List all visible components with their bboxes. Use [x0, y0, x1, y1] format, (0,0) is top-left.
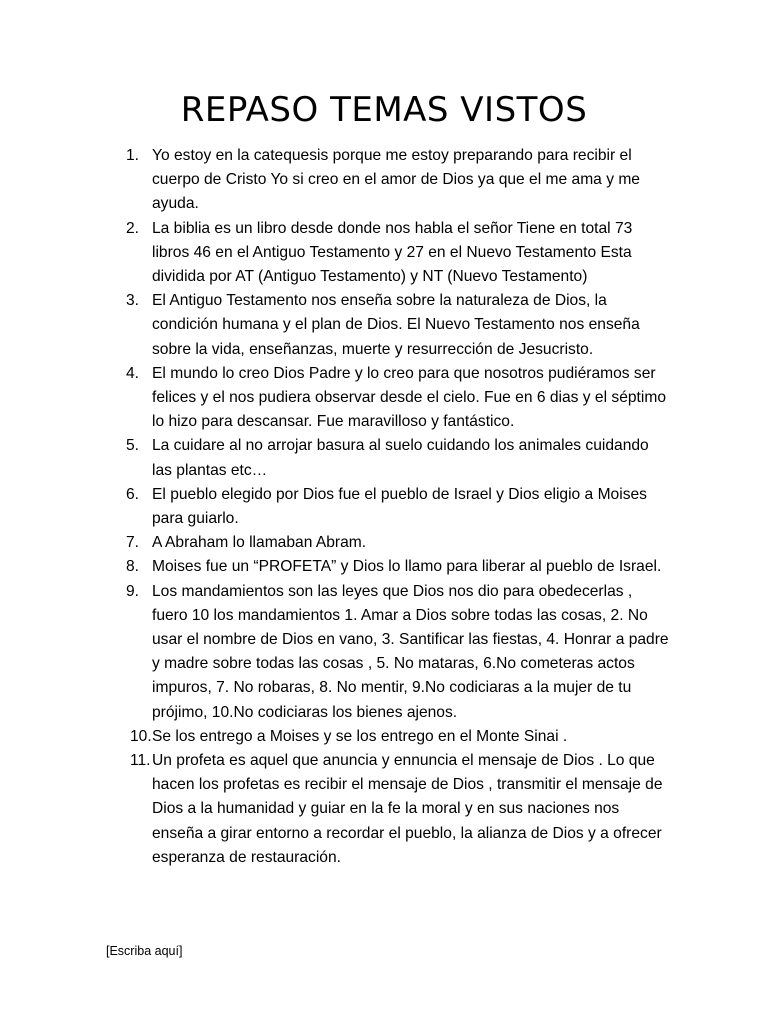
- list-item-number: 7.: [126, 534, 140, 552]
- list-item-number: 10.: [130, 727, 152, 745]
- list-item-number: 1.: [126, 147, 140, 164]
- footer-placeholder: [Escriba aquí]: [106, 944, 183, 958]
- list-item-text: Un profeta es aquel que anuncia y ennuncia el mensaje de Dios . Lo que hacen los profetas es recibir el mensaje de Dios , transmitir el mensaje de Dios a la humanidad y guiar en la fe la moral y en sus naciones nos enseña a girar entorno a recordar el pueblo, la alianza de Dios y a ofrecer esperanza de restauración.: [152, 752, 663, 866]
- list-item-text: El mundo lo creo Dios Padre y lo creo para que nosotros pudiéramos ser felices y el nos pudiera observar desde el cielo. Fue en 6 dias y el séptimo lo hizo para descansar. Fue maravilloso y fantástico.: [152, 364, 667, 431]
- list-item-number: 2.: [126, 219, 140, 237]
- list-item-text: El pueblo elegido por Dios fue el pueblo de Israel y Dios eligio a Moises para guiarlo.: [152, 485, 647, 528]
- list-item: [112, 434, 672, 482]
- list-item-number: 5.: [126, 437, 140, 455]
- list-item-text: El Antiguo Testamento nos enseña sobre la naturaleza de Dios, la condición humana y el plan de Dios. El Nuevo Testamento nos enseña sobre la vida, enseñanzas, muerte y resurrección de Jesucristo.: [152, 292, 640, 358]
- list-item-number: 8.: [126, 558, 140, 576]
- list-item: [112, 531, 672, 555]
- list-item-text: Se los entrego a Moises y se los entrego en el Monte Sinai .: [152, 727, 568, 745]
- list-item: [112, 749, 672, 870]
- list-item: [112, 362, 672, 435]
- list-item-text: La biblia es un libro desde donde nos habla el señor Tiene en total 73 libros 46 en el Antiguo Testamento y 27 en el Nuevo Testamento Esta dividida por AT (Antiguo Testamento) y NT (Nuevo Testamento): [152, 219, 633, 286]
- list-item: [112, 555, 672, 579]
- list-item-number: 3.: [126, 292, 140, 310]
- list-item-number: 6.: [126, 485, 140, 503]
- list-item: [112, 483, 672, 531]
- list-item: [112, 217, 672, 290]
- list-item-text: Moises fue un “PROFETA” y Dios lo llamo para liberar al pueblo de Israel.: [152, 558, 662, 576]
- list-item-number: 11.: [130, 752, 151, 770]
- list-item: [112, 144, 672, 217]
- list-item-text: La cuidare al no arrojar basura al suelo cuidando los animales cuidando las plantas etc…: [152, 437, 649, 479]
- list-item: [112, 725, 672, 749]
- list-item-text: Los mandamientos son las leyes que Dios nos dio para obedecerlas , fuero 10 los mandamientos 1. Amar a Dios sobre todas las cosas, 2. No usar el nombre de Dios en vano, 3. Santificar las fiestas, 4. Honrar a padre y madre sobre todas las cosas , 5. No mataras, 6.No cometeras actos impuros, 7. No robaras, 8. No mentir, 9.No codiciaras a la mujer de tu prójimo, 10.No codiciaras los bienes ajenos.: [152, 582, 669, 721]
- list-item-number: 4.: [126, 364, 140, 382]
- list-item: [112, 580, 672, 725]
- list-item-number: 9.: [126, 582, 140, 600]
- list-item-text: Yo estoy en la catequesis porque me estoy preparando para recibir el cuerpo de Cristo Yo si creo en el amor de Dios ya que el me ama y me ayuda.: [152, 147, 640, 213]
- page-title: REPASO TEMAS VISTOS: [180, 90, 588, 130]
- list-item: [112, 289, 672, 362]
- answers-list: [112, 144, 672, 870]
- list-item-text: A Abraham lo llamaban Abram.: [152, 534, 367, 552]
